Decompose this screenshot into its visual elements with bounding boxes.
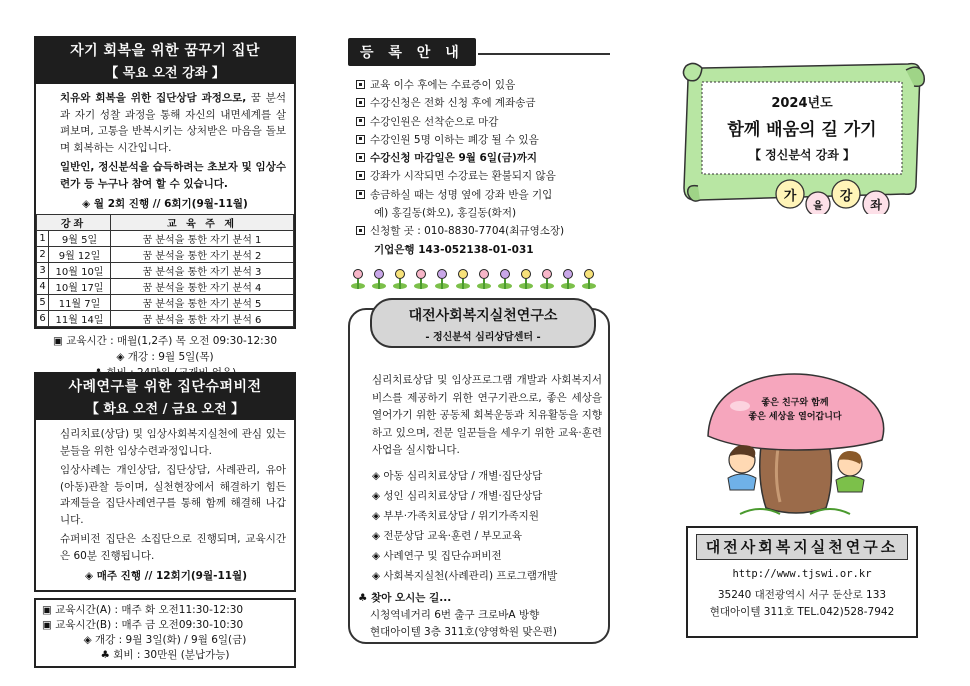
list-item-text: 수강신청은 전화 신청 후에 계좌송금 (370, 97, 536, 110)
row-date: 11월 14일 (49, 311, 111, 327)
checkbox-bullet-icon (356, 135, 365, 144)
registration-section (348, 38, 618, 291)
contact-phone: 현대아이텔 311호 TEL.042)528-7942 (709, 606, 895, 618)
flower-icon (348, 269, 368, 291)
flower-icon (474, 269, 494, 291)
website-link[interactable]: http://www.tjswi.or.kr (732, 568, 872, 580)
row-topic: 꿈 분석을 통한 자기 분석 5 (111, 295, 294, 311)
supervision-section (34, 372, 296, 668)
supervision-header (34, 372, 296, 420)
contact-box (686, 526, 918, 638)
list-item (356, 149, 618, 167)
list-item (356, 131, 618, 149)
banner-title: 함께 배움의 길 가기 (727, 120, 877, 140)
supervision-time-a: ▣ 교육시간(A) : 매주 화 오전11:30-12:30 (42, 603, 244, 616)
dream-group-subtitle: 【 목요 오전 강좌 】 (105, 66, 225, 81)
list-item: ◈ 사회복지실천(사례관리) 프로그램개발 (372, 569, 558, 582)
mushroom-text (720, 396, 870, 424)
flower-icon (516, 269, 536, 291)
checkbox-bullet-icon (356, 80, 365, 89)
list-item-text: 수강인원 5명 이하는 폐강 될 수 있음 (370, 133, 539, 146)
supervision-para3: 슈퍼비전 집단은 소집단으로 진행되며, 교육시간은 60분 진행됩니다. (60, 533, 286, 562)
banner-course: 【 정신분석 강좌 】 (748, 148, 856, 162)
supervision-time-b: ▣ 교육시간(B) : 매주 금 오전09:30-10:30 (42, 618, 244, 631)
supervision-fee: ♣ 회비 : 30만원 (분납가능) (100, 648, 230, 661)
row-date: 9월 12일 (49, 247, 111, 263)
contact-org-name: 대전사회복지실천연구소 (696, 534, 908, 560)
directions-line2: 현대아이텔 3층 311호(양영학원 맞은편) (370, 625, 557, 638)
row-date: 10월 17일 (49, 279, 111, 295)
title-banner (670, 54, 932, 214)
directions-line1: 시청역네거리 6번 출구 크로바A 방향 (370, 608, 540, 621)
list-item-text: 교육 이수 후에는 수료증이 있음 (370, 79, 516, 91)
list-item (356, 222, 618, 240)
organization-subname: - 정신분석 심리상담센터 - (425, 332, 541, 343)
registration-bank: 기업은행 143-052138-01-031 (374, 243, 534, 256)
list-item: ◈ 사례연구 및 집단슈퍼비전 (372, 549, 502, 562)
checkbox-bullet-icon (356, 117, 365, 126)
checkbox-bullet-icon (356, 98, 365, 107)
table-row (37, 263, 294, 279)
flower-decoration (348, 269, 618, 291)
season-char: 강 (839, 189, 853, 204)
banner-text (702, 92, 902, 163)
list-item-text: 수강인원은 선착순으로 마감 (370, 115, 499, 128)
flower-icon (558, 269, 578, 291)
season-char: 을 (813, 201, 823, 212)
registration-list (348, 76, 618, 259)
table-header-lecture: 강좌 (37, 215, 111, 231)
checkbox-bullet-icon (356, 153, 365, 162)
season-char: 가 (783, 189, 797, 204)
season-char: 좌 (870, 198, 882, 212)
dream-group-description (36, 84, 294, 194)
banner-year: 2024년도 (771, 96, 833, 111)
table-header-topic: 교 육 주 제 (111, 215, 294, 231)
row-date: 11월 7일 (49, 295, 111, 311)
flower-icon (453, 269, 473, 291)
flower-icon (432, 269, 452, 291)
row-number: 4 (37, 279, 49, 295)
checkbox-bullet-icon (356, 190, 365, 199)
dream-group-section (34, 36, 296, 381)
organization-body (358, 372, 602, 641)
checkbox-bullet-icon (356, 171, 365, 180)
organization-services (358, 466, 602, 586)
dream-group-audience: 일반인, 정신분석을 습득하려는 초보자 및 임상수련가 등 누구나 참여 할 수 있습니다. (60, 161, 286, 190)
supervision-subtitle: 【 화요 오전 / 금요 오전 】 (85, 402, 245, 417)
flower-icon (537, 269, 557, 291)
row-topic: 꿈 분석을 통한 자기 분석 3 (111, 263, 294, 279)
supervision-para1: 심리치료(상담) 및 임상사회복지실천에 관심 있는 분들을 위한 임상수련과정입니다. (60, 428, 286, 457)
dream-group-start: ◈ 개강 : 9월 5일(목) (116, 351, 214, 363)
list-item-text: 강좌가 시작되면 수강료는 환불되지 않음 (370, 170, 556, 183)
supervision-info-box (34, 598, 296, 668)
dream-group-time: ▣ 교육시간 : 매월(1,2주) 목 오전 09:30-12:30 (52, 335, 278, 347)
row-date: 10월 10일 (49, 263, 111, 279)
registration-phone: 신청할 곳 : 010-8830-7704(최규영소장) (370, 225, 565, 238)
supervision-title: 사례연구를 위한 집단슈퍼비전 (68, 379, 262, 395)
list-item: ◈ 부부·가족치료상담 / 위기가족지원 (372, 509, 539, 522)
dream-group-session: ◈ 월 2회 진행 // 6회기(9월-11월) (82, 198, 248, 210)
mushroom-illustration (700, 368, 890, 518)
dream-group-header (34, 36, 296, 84)
table-row (37, 311, 294, 327)
list-item (356, 94, 618, 112)
row-topic: 꿈 분석을 통한 자기 분석 6 (111, 311, 294, 327)
organization-description: 심리치료상담 및 임상프로그램 개발과 사회복지서비스를 제공하기 위한 연구기관으로, 좋은 세상을 열어가기 위한 공동체 회복운동과 치유활동을 지향하고 있으며, 전문 일꾼들을 세우기 위한 교육·훈련사업을 실시합니다. (372, 374, 602, 456)
list-item-text: 수강신청 마감일은 9월 6일(금)까지 (370, 152, 538, 165)
list-item-text: 송금하실 때는 성명 옆에 강좌 반을 기입 (370, 188, 553, 201)
organization-name: 대전사회복지실천연구소 (408, 308, 558, 324)
flower-icon (579, 269, 599, 291)
row-date: 9월 5일 (49, 231, 111, 247)
row-number: 5 (37, 295, 49, 311)
supervision-session: ◈ 매주 진행 // 12회기(9월-11월) (85, 570, 247, 582)
mushroom-line2: 좋은 세상을 열어갑니다 (748, 412, 842, 422)
contact-address: 35240 대전광역시 서구 둔산로 133 (717, 589, 887, 601)
supervision-start: ◈ 개강 : 9월 3일(화) / 9월 6일(금) (83, 633, 247, 646)
registration-example: 예) 홍길동(화오), 홍길동(화저) (374, 207, 517, 220)
flower-icon (411, 269, 431, 291)
flower-icon (390, 269, 410, 291)
dream-group-schedule-table (36, 214, 294, 327)
dream-group-title: 자기 회복을 위한 꿈꾸기 집단 (70, 43, 260, 59)
registration-title: 등 록 안 내 (348, 38, 476, 66)
dream-group-lead: 치유와 회복을 위한 집단상담 과정으로, (60, 92, 247, 104)
list-item: ◈ 아동 심리치료상담 / 개별·집단상담 (372, 469, 543, 482)
table-row (37, 279, 294, 295)
row-topic: 꿈 분석을 통한 자기 분석 4 (111, 279, 294, 295)
table-row (37, 231, 294, 247)
row-topic: 꿈 분석을 통한 자기 분석 1 (111, 231, 294, 247)
list-item (356, 113, 618, 131)
list-item: ◈ 전문상담 교육·훈련 / 부모교육 (372, 529, 523, 542)
mushroom-graphic (700, 368, 890, 518)
supervision-para2: 임상사례는 개인상담, 집단상담, 사례관리, 유아(아동)관찰 등이며, 실천현장에서 해결하기 힘든 과제들을 집단사례연구를 통해 함께 해결해 나갑니다. (60, 464, 286, 526)
organization-box (348, 308, 610, 644)
row-number: 2 (37, 247, 49, 263)
registration-divider (478, 53, 610, 55)
table-row (37, 295, 294, 311)
flower-icon (495, 269, 515, 291)
list-item (356, 76, 618, 94)
checkbox-bullet-icon (356, 226, 365, 235)
list-item (356, 186, 618, 204)
directions (358, 590, 602, 641)
table-row (37, 247, 294, 263)
dream-group-body (34, 84, 296, 329)
organization-tag (370, 298, 596, 348)
row-number: 6 (37, 311, 49, 327)
row-topic: 꿈 분석을 통한 자기 분석 2 (111, 247, 294, 263)
directions-title: ♣ 찾아 오시는 길... (358, 591, 452, 604)
list-item: ◈ 성인 심리치료상담 / 개별·집단상담 (372, 489, 543, 502)
row-number: 1 (37, 231, 49, 247)
flower-icon (369, 269, 389, 291)
row-number: 3 (37, 263, 49, 279)
list-item (356, 167, 618, 185)
supervision-body (34, 420, 296, 592)
dream-group-text: 꿈 분석과 자기 성찰 과정을 통해 자신의 내면세계를 살펴보며, 고통을 반복시키는 상처받은 마음을 돌보며 회복하는 시간입니다. (60, 92, 286, 154)
mushroom-line1: 좋은 친구와 함께 (761, 398, 829, 408)
